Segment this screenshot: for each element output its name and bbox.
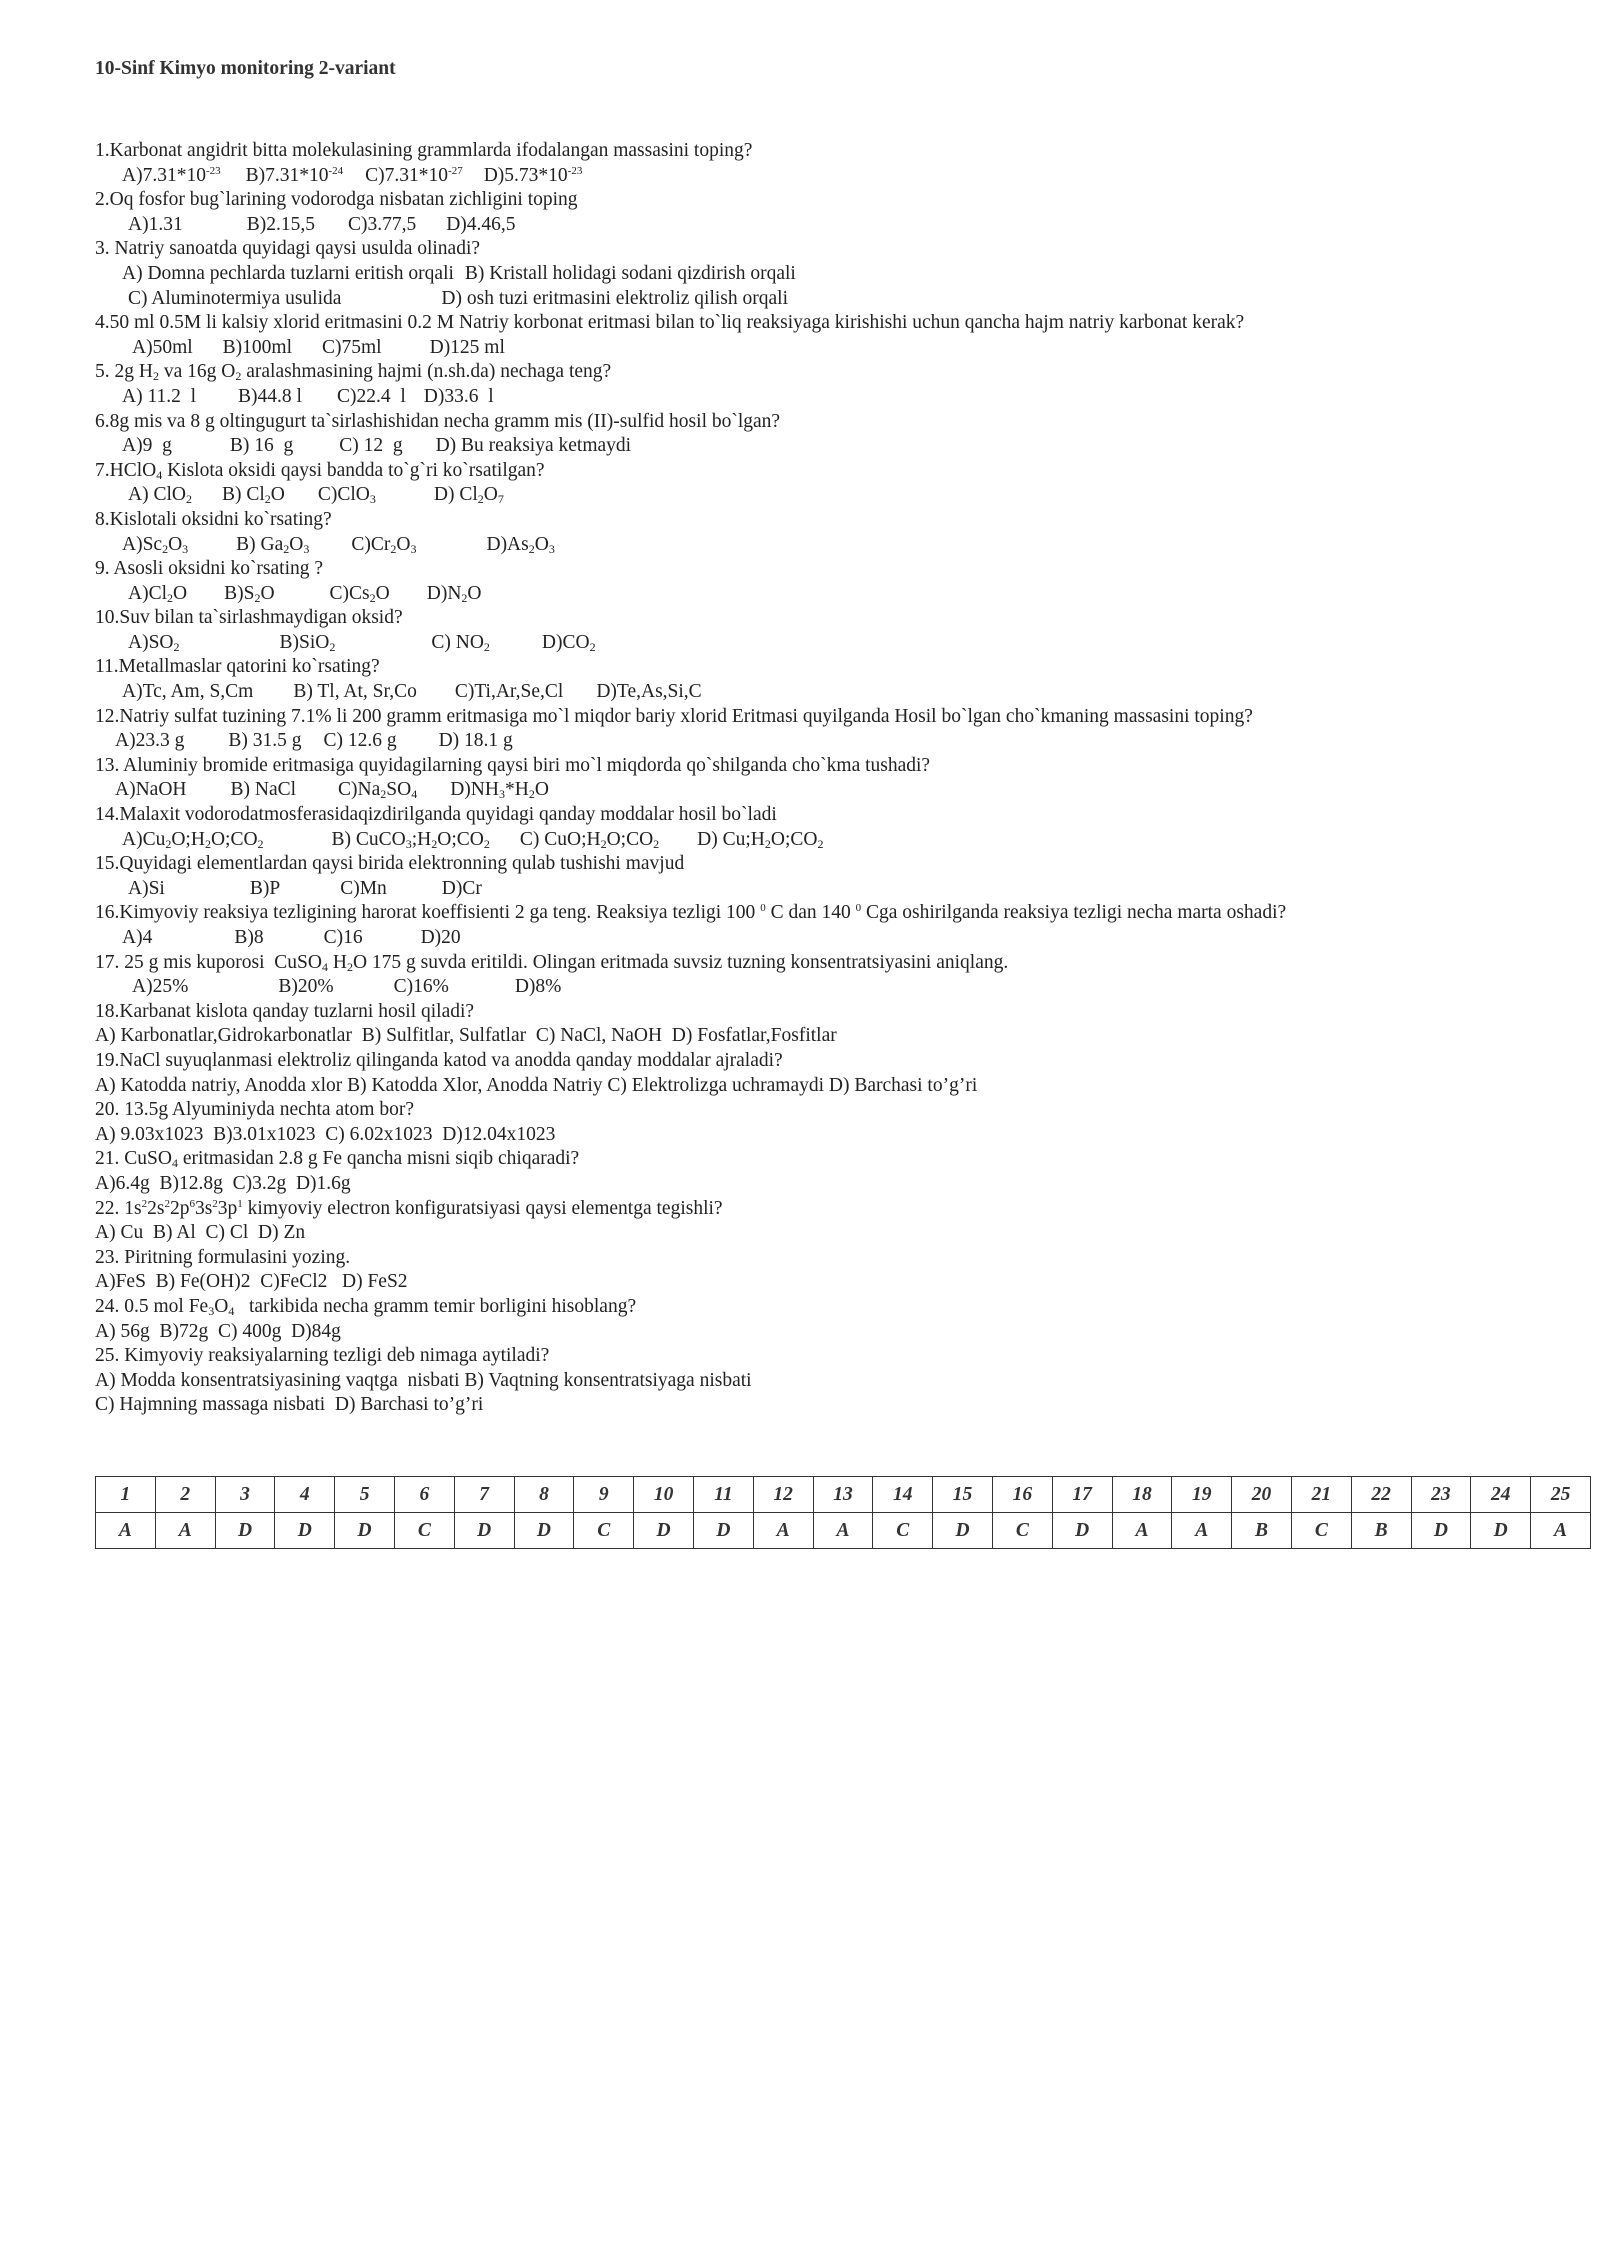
answer-key-number-cell: 3 <box>215 1477 275 1513</box>
answer-key-number-cell: 24 <box>1471 1477 1531 1513</box>
answer-key-answer-cell: C <box>992 1513 1052 1549</box>
answer-key-answer-cell: B <box>1232 1513 1292 1549</box>
question-1-options: $A)7.31*10^{-23}$ $B)7.31*10^{-24}$ $C)7.31*10^{-27}$ $D)5.73*10^{-23}$ <box>122 164 583 186</box>
answer-key-table <box>95 1476 1591 1549</box>
question-16: 16.Kimyoviy reaksiya tezligining harorat koeffisienti 2 ga teng. Reaksiya tezligi 100 $^0$ C dan 140 $^0$ Cga oshirilganda reaksiya tezligi necha marta oshadi? <box>95 902 1287 924</box>
question-list <box>95 139 1286 1418</box>
question-20: 20. 13.5g Alyuminiyda nechta atom bor? <box>95 1099 414 1121</box>
question-21-options: A)6.4g B)12.8g C)3.2g D)1.6g <box>95 1172 351 1194</box>
question-11-options: A)Tc, Am, S,Cm B) Tl, At, Sr,Co C)Ti,Ar,Se,Cl D)Te,As,Si,C <box>122 681 702 703</box>
question-7: 7.HClO$_4$ Kislota oksidi qaysi bandda to`g`ri ko`rsatilgan? <box>95 459 545 482</box>
question-22: 22. $1s^22s^22p^63s^23p^1$ kimyoviy electron konfiguratsiyasi qaysi elementga tegishli? <box>95 1197 723 1219</box>
question-3: 3. Natriy sanoatda quyidagi qaysi usulda olinadi? <box>95 238 481 260</box>
question-3-options-ab: A) Domna pechlarda tuzlarni eritish orqali B) Kristall holidagi sodani qizdirish orqali <box>122 262 796 284</box>
answer-key-answer-cell: D <box>275 1513 335 1549</box>
answer-key-answer-cell: D <box>1052 1513 1112 1549</box>
question-22-options: A) Cu B) Al C) Cl D) Zn <box>95 1222 306 1244</box>
question-5-options: A) 11.2 l B)44.8 l C)22.4 l D)33.6 l <box>122 385 494 407</box>
answer-key-answer-cell: D <box>335 1513 395 1549</box>
answer-key-number-cell: 6 <box>394 1477 454 1513</box>
answer-key-answer-cell: C <box>1291 1513 1351 1549</box>
question-24: 24. 0.5 mol $Fe_3O_4$ tarkibida necha gramm temir borligini hisoblang? <box>95 1295 637 1318</box>
question-10: 10.Suv bilan ta`sirlashmaydigan oksid? <box>95 607 403 629</box>
question-23: 23. Piritning formulasini yozing. <box>95 1246 351 1268</box>
answer-key-number-cell: 15 <box>933 1477 993 1513</box>
answer-key-answer-cell: A <box>155 1513 215 1549</box>
answer-key-number-cell: 13 <box>813 1477 873 1513</box>
answer-key-number-cell: 23 <box>1411 1477 1471 1513</box>
answer-key-number-cell: 12 <box>753 1477 813 1513</box>
question-12: 12.Natriy sulfat tuzining 7.1% li 200 gramm eritmasiga mo`l miqdor bariy xlorid Eritmasi quyilganda Hosil bo`lgan cho`kmaning massasini toping? <box>95 705 1253 727</box>
answer-key-number-cell: 17 <box>1052 1477 1112 1513</box>
question-3-options-cd: C) Aluminotermiya usulida D) osh tuzi eritmasini elektroliz qilish orqali <box>128 287 788 309</box>
question-14: 14.Malaxit vodorodatmosferasidaqizdirilganda quyidagi qanday moddalar hosil bo`ladi <box>95 804 777 826</box>
answer-key-number-row <box>96 1477 1591 1513</box>
question-8-options: $A)Sc_2O_3$ B) $Ga_2O_3$ $C)Cr_2O_3$ $D)As_2O_3$ <box>122 533 555 556</box>
question-16-options: A)4 B)8 C)16 D)20 <box>122 927 461 948</box>
question-19-options: A) Katodda natriy, Anodda xlor B) Katodda Xlor, Anodda Natriy C) Elektrolizga uchramaydi D) Barchasi to’g’ri <box>95 1074 978 1096</box>
answer-key-number-cell: 8 <box>514 1477 574 1513</box>
answer-key-number-cell: 19 <box>1172 1477 1232 1513</box>
answer-key-answer-cell: D <box>454 1513 514 1549</box>
question-6: 6.8g mis va 8 g oltingugurt ta`sirlashishidan necha gramm mis (II)-sulfid hosil bo`lgan? <box>95 410 781 432</box>
question-18: 18.Karbanat kislota qanday tuzlarni hosil qiladi? <box>95 1000 475 1022</box>
answer-key-answer-cell: D <box>1411 1513 1471 1549</box>
answer-key-number-cell: 2 <box>155 1477 215 1513</box>
question-13-options: A)NaOH B) NaCl $C)Na_2SO_4$ $D)NH_3*H_2O$ <box>115 779 549 802</box>
question-21: 21. CuSO$_4$ eritmasidan 2.8 g Fe qancha misni siqib chiqaradi? <box>95 1148 580 1171</box>
question-11: 11.Metallmaslar qatorini ko`rsating? <box>95 656 380 678</box>
question-25-options-2: C) Hajmning massaga nisbati D) Barchasi to’g’ri <box>95 1394 484 1416</box>
question-20-options: A) 9.03x1023 B)3.01x1023 C) 6.02x1023 D)12.04x1023 <box>95 1123 556 1145</box>
question-10-options: $A)SO_2$ B)SiO$_2$ C) $NO_2$ $D)CO_2$ <box>128 631 596 654</box>
answer-key-answer-cell: A <box>96 1513 156 1549</box>
answer-key-number-cell: 20 <box>1232 1477 1292 1513</box>
answer-key-answer-cell: D <box>514 1513 574 1549</box>
question-5: 5. 2g $H_2$ va 16g $O_2$ aralashmasining hajmi (n.sh.da) nechaga teng? <box>95 361 612 384</box>
answer-key-number-cell: 4 <box>275 1477 335 1513</box>
question-25: 25. Kimyoviy reaksiyalarning tezligi deb nimaga aytiladi? <box>95 1345 550 1367</box>
answer-key-number-cell: 1 <box>96 1477 156 1513</box>
answer-key-answer-row <box>96 1513 1591 1549</box>
answer-key-number-cell: 25 <box>1531 1477 1591 1513</box>
question-17-options: A)25% B)20% C)16% D)8% <box>132 976 562 998</box>
answer-key-answer-cell: A <box>813 1513 873 1549</box>
answer-key-answer-cell: D <box>933 1513 993 1549</box>
answer-key-number-cell: 18 <box>1112 1477 1172 1513</box>
question-2: 2.Oq fosfor bug`larining vodorodga nisbatan zichligini toping <box>95 189 578 211</box>
answer-key-answer-cell: D <box>634 1513 694 1549</box>
question-15: 15.Quyidagi elementlardan qaysi birida elektronning qulab tushishi mavjud <box>95 853 685 875</box>
question-2-options: A)1.31 B)2.15,5 C)3.77,5 D)4.46,5 <box>128 213 516 235</box>
answer-key-answer-cell: C <box>574 1513 634 1549</box>
answer-key-answer-cell: A <box>1172 1513 1232 1549</box>
question-15-options: A)Si B)P C)Mn D)Cr <box>128 877 482 899</box>
question-12-options: A)23.3 g B) 31.5 g C) 12.6 g D) 18.1 g <box>115 730 513 752</box>
answer-key-answer-cell: B <box>1351 1513 1411 1549</box>
answer-key-number-cell: 21 <box>1291 1477 1351 1513</box>
answer-key-answer-cell: A <box>753 1513 813 1549</box>
answer-key-answer-cell: C <box>394 1513 454 1549</box>
answer-key-answer-cell: D <box>1471 1513 1531 1549</box>
question-17: 17. 25 g mis kuporosi CuSO$_4$ $H_2O$ 175 g suvda eritildi. Olingan eritmada suvsiz tuzning konsentratsiyasini aniqlang. <box>95 951 1009 974</box>
answer-key-number-cell: 22 <box>1351 1477 1411 1513</box>
answer-key-answer-cell: C <box>873 1513 933 1549</box>
answer-key-answer-cell: D <box>215 1513 275 1549</box>
answer-key-number-cell: 14 <box>873 1477 933 1513</box>
answer-key-number-cell: 9 <box>574 1477 634 1513</box>
answer-key-number-cell: 11 <box>693 1477 753 1513</box>
question-14-options: $A)Cu_2O;H_2O;CO_2$ B) $CuCO_3;H_2O;CO_2$ C) $CuO;H_2O;CO_2$ D) $Cu;H_2O;CO_2$ <box>122 828 824 851</box>
answer-key-number-cell: 10 <box>634 1477 694 1513</box>
answer-key-answer-cell: A <box>1531 1513 1591 1549</box>
question-7-options: A) ClO$_2$ B) $Cl_2O$ C)ClO$_3$ D) $Cl_2O_7$ <box>128 484 504 507</box>
question-25-options-1: A) Modda konsentratsiyasining vaqtga nisbati B) Vaqtning konsentratsiyaga nisbati <box>95 1369 752 1391</box>
answer-key-number-cell: 5 <box>335 1477 395 1513</box>
answer-key-answer-cell: A <box>1112 1513 1172 1549</box>
question-19: 19.NaCl suyuqlanmasi elektroliz qilinganda katod va anodda qanday moddalar ajraladi? <box>95 1049 783 1071</box>
question-4-options: A)50ml B)100ml C)75ml D)125 ml <box>132 336 505 358</box>
answer-key-number-cell: 7 <box>454 1477 514 1513</box>
question-1: 1.Karbonat angidrit bitta molekulasining grammlarda ifodalangan massasini toping? <box>95 140 753 161</box>
question-9-options: $A)Cl_2O$ $B)S_2O$ $C)Cs_2O$ $D)N_2O$ <box>128 582 482 605</box>
question-23-options: A)FeS B) Fe(OH)2 C)FeCl2 D) FeS2 <box>95 1271 408 1293</box>
answer-key-answer-cell: D <box>693 1513 753 1549</box>
question-6-options: A)9 g B) 16 g C) 12 g D) Bu reaksiya ketmaydi <box>122 435 632 457</box>
question-8: 8.Kislotali oksidni ko`rsating? <box>95 508 332 530</box>
question-9: 9. Asosli oksidni ko`rsating ? <box>95 558 324 580</box>
document-title: 10-Sinf Kimyo monitoring 2-variant <box>95 58 396 79</box>
answer-key-number-cell: 16 <box>992 1477 1052 1513</box>
question-18-options: A) Karbonatlar,Gidrokarbonatlar B) Sulfitlar, Sulfatlar C) NaCl, NaOH D) Fosfatlar,Fosfitlar <box>95 1025 837 1047</box>
question-13: 13. Aluminiy bromide eritmasiga quyidagilarning qaysi biri mo`l miqdorda qo`shilganda cho`kma tushadi? <box>95 754 931 776</box>
question-4: 4.50 ml 0.5M li kalsiy xlorid eritmasini 0.2 M Natriy korbonat eritmasi bilan to`liq reaksiyaga kirishishi uchun qancha hajm natriy karbonat kerak? <box>95 312 1245 334</box>
question-24-options: A) 56g B)72g C) 400g D)84g <box>95 1320 341 1342</box>
